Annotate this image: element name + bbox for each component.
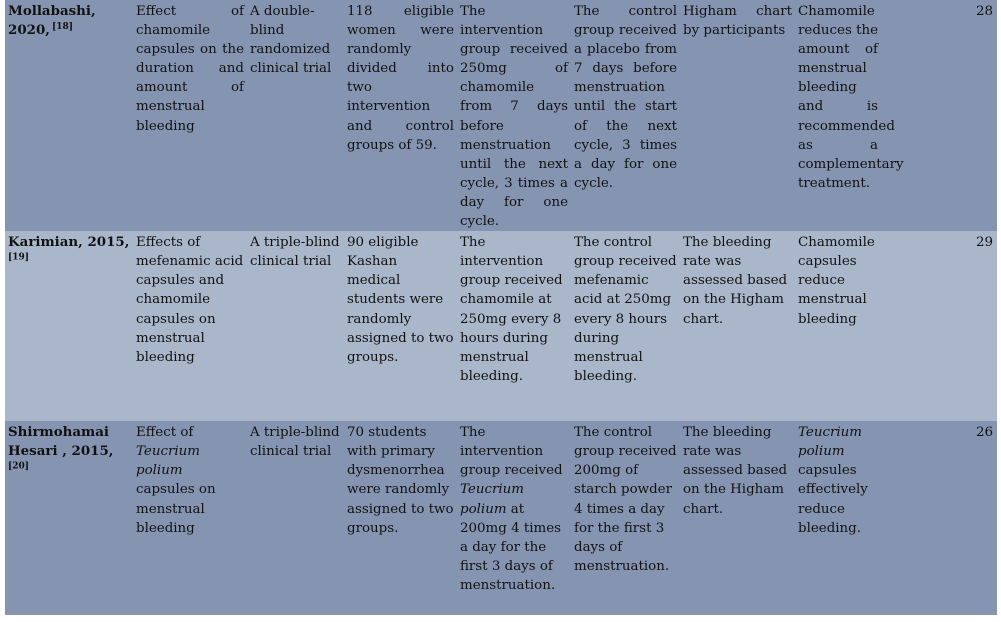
control-cell: The control group received a placebo from 7 days before menstruation until the start of the next cycle, 3 times a day for one cycle. bbox=[574, 4, 677, 191]
title-cell: Effect of chamomile capsules on the duration and amount of menstrual bleeding bbox=[136, 4, 244, 134]
result-cell: Chamomile capsules reduce menstrual bleeding bbox=[798, 235, 875, 327]
result-cell: Chamomile reduces the amount of menstrual bleeding and is recommended as a complementary treatment. bbox=[798, 4, 904, 191]
measure-cell: The bleeding rate was assessed based on the Higham chart. bbox=[683, 425, 788, 517]
intervention-text-pre: The intervention group received bbox=[460, 425, 563, 479]
result-cell bbox=[795, 421, 881, 615]
author-cell bbox=[5, 421, 133, 615]
score-cell: 29 bbox=[975, 235, 993, 251]
design-cell: A triple-blind clinical trial bbox=[250, 425, 340, 460]
table-row bbox=[5, 421, 997, 615]
title-text-post: capsules on menstrual bleeding bbox=[136, 482, 216, 536]
design-cell: A double-blind randomized clinical trial bbox=[250, 4, 332, 77]
intervention-species-italic: Teucrium polium bbox=[460, 482, 524, 517]
score-cell: 26 bbox=[975, 425, 993, 441]
control-cell: The control group received 200mg of starch powder 4 times a day for the first 3 days of menstruation. bbox=[574, 425, 677, 574]
reference-number: [19] bbox=[8, 252, 30, 263]
result-text-post: capsules effectively reduce bleeding. bbox=[798, 463, 868, 536]
title-cell: Effects of mefenamic acid capsules and chamomile capsules on menstrual bleeding bbox=[136, 235, 244, 365]
result-species-italic: Teucrium polium bbox=[798, 425, 862, 460]
control-cell: The control group received mefenamic acid at 250mg every 8 hours during menstrual bleeding. bbox=[574, 235, 677, 384]
intervention-cell: The intervention group received 250mg of chamomile from 7 days before menstruation until the next cycle, 3 times a day for one cycle. bbox=[460, 4, 568, 230]
intervention-text-post: at 200mg 4 times a day for the first 3 days of menstruation. bbox=[460, 501, 562, 593]
measure-cell: The bleeding rate was assessed based on the Higham chart. bbox=[683, 235, 788, 327]
measure-cell: Higham chart by participants bbox=[683, 4, 792, 39]
author-text: Karimian, 2015, bbox=[8, 234, 130, 251]
score-cell: 28 bbox=[975, 4, 993, 19]
table-row bbox=[5, 231, 997, 421]
participants-cell: 90 eligible Kashan medical students were randomly assigned to two groups. bbox=[347, 235, 454, 365]
participants-cell: 70 students with primary dysmenorrhea were randomly assigned to two groups. bbox=[347, 425, 454, 536]
design-cell: A triple-blind clinical trial bbox=[250, 235, 340, 270]
author-cell bbox=[5, 0, 133, 231]
author-cell bbox=[5, 231, 133, 421]
studies-table bbox=[5, 0, 997, 615]
title-species-italic: Teucrium polium bbox=[136, 444, 200, 479]
author-text: Shirmohamai Hesari , 2015, bbox=[8, 424, 114, 460]
author-text: Mollabashi, 2020, bbox=[8, 3, 96, 39]
intervention-cell: The intervention group received chamomile at 250mg every 8 hours during menstrual bleeding. bbox=[460, 235, 563, 384]
title-cell bbox=[133, 421, 247, 615]
title-text-pre: Effect of bbox=[136, 425, 194, 441]
intervention-cell bbox=[457, 421, 571, 615]
table-bottom-rule bbox=[5, 613, 997, 614]
reference-number: [18] bbox=[51, 21, 73, 32]
table-row bbox=[5, 0, 997, 231]
participants-cell: 118 eligible women were randomly divided into two intervention and control groups of 59. bbox=[347, 4, 454, 153]
reference-number: [20] bbox=[8, 461, 30, 472]
